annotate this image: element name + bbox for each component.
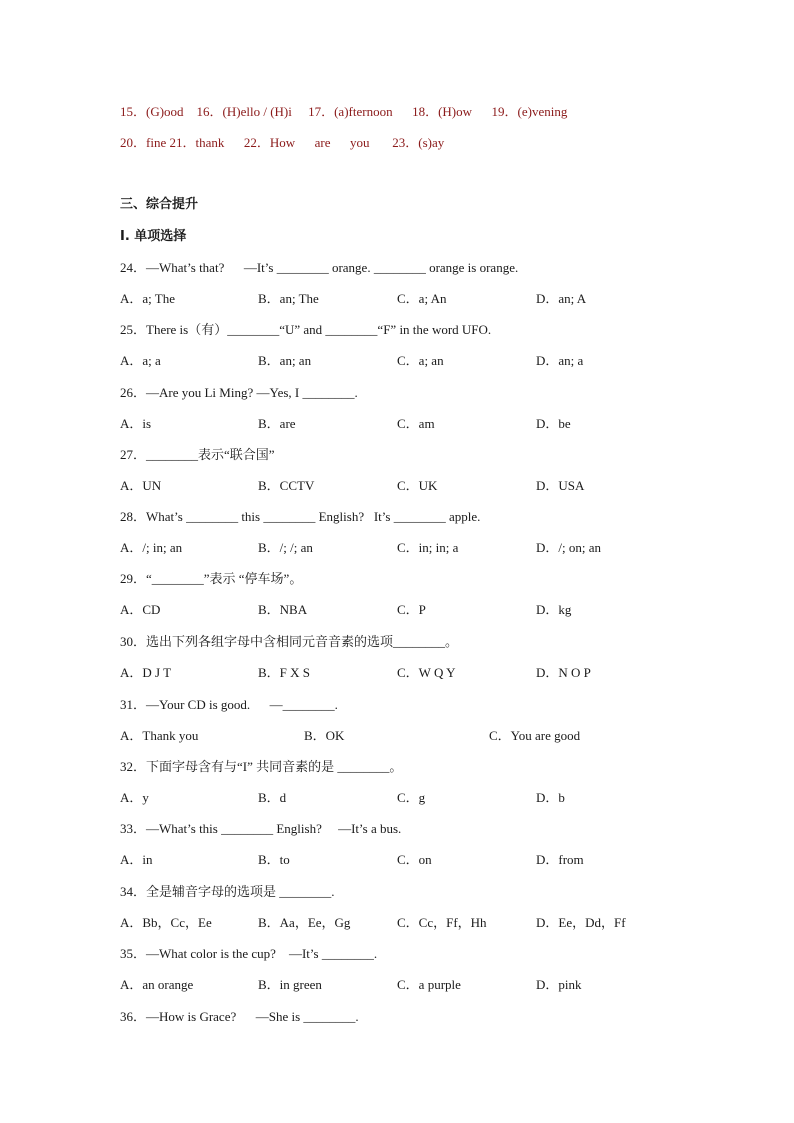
question-option: C．a; an	[397, 353, 444, 368]
question-option: B．to	[258, 852, 290, 867]
question-option: A．an orange	[120, 977, 194, 992]
answer-line-2: 20．fine 21．thank 22．How are you 23．(s)ay	[120, 135, 445, 150]
question-option: A．a; The	[120, 291, 175, 306]
question-option: A．UN	[120, 478, 162, 493]
question-option: C．a purple	[397, 977, 461, 992]
question-option: B．OK	[304, 728, 345, 743]
question-stem: 32．下面字母含有与“I” 共同音素的是 ________。	[120, 759, 403, 774]
question-option: D．an; A	[536, 291, 587, 306]
question-option: B．NBA	[258, 602, 308, 617]
question-option: A．Thank you	[120, 728, 199, 743]
section-title: 三、综合提升	[120, 197, 199, 212]
question-option: D．N O P	[536, 665, 591, 680]
question-option: A．CD	[120, 602, 161, 617]
question-option: D．b	[536, 790, 565, 805]
question-option: D．pink	[536, 977, 582, 992]
question-stem: 31．—Your CD is good. —________.	[120, 697, 338, 712]
question-option: C．P	[397, 602, 426, 617]
question-option: C．on	[397, 852, 432, 867]
question-option: A．/; in; an	[120, 540, 183, 555]
question-option: D．Ee，Dd，Ff	[536, 915, 626, 930]
question-option: B．CCTV	[258, 478, 315, 493]
question-stem: 28．What’s ________ this ________ English? It’s ________ apple.	[120, 509, 481, 524]
question-option: B．are	[258, 416, 296, 431]
question-stem: 33．—What’s this ________ English? —It’s a bus.	[120, 821, 402, 836]
question-stem: 27．________表示“联合国”	[120, 447, 275, 462]
question-stem: 29．“________”表示 “停车场”。	[120, 571, 303, 586]
question-option: C．in; in; a	[397, 540, 459, 555]
question-option: C．UK	[397, 478, 438, 493]
question-option: D．from	[536, 852, 584, 867]
question-option: A．is	[120, 416, 152, 431]
question-stem: 24．—What’s that? —It’s ________ orange. ________ orange is orange.	[120, 260, 519, 275]
question-option: A．y	[120, 790, 149, 805]
question-option: B．/; /; an	[258, 540, 313, 555]
subsection-title: I. 单项选择	[120, 229, 187, 244]
question-option: C．g	[397, 790, 426, 805]
question-option: A．a; a	[120, 353, 161, 368]
question-option: C．a; An	[397, 291, 447, 306]
question-option: B．F X S	[258, 665, 311, 680]
answer-line-1: 15．(G)ood 16．(H)ello / (H)i 17．(a)fternoon 18．(H)ow 19．(e)vening	[120, 104, 568, 119]
question-option: A．D J T	[120, 665, 172, 680]
question-option: C．Cc，Ff，Hh	[397, 915, 487, 930]
question-option: D．an; a	[536, 353, 584, 368]
question-option: D．be	[536, 416, 571, 431]
question-option: D．kg	[536, 602, 572, 617]
question-option: A．Bb，Cc，Ee	[120, 915, 212, 930]
question-option: D．/; on; an	[536, 540, 601, 555]
question-option: B．an; The	[258, 291, 319, 306]
question-option: B．Aa，Ee，Gg	[258, 915, 351, 930]
question-option: D．USA	[536, 478, 585, 493]
question-stem: 26．—Are you Li Ming? —Yes, I ________.	[120, 385, 358, 400]
question-stem: 34．全是辅音字母的选项是 ________.	[120, 884, 335, 899]
question-option: B．d	[258, 790, 287, 805]
question-option: A．in	[120, 852, 153, 867]
question-stem: 35．—What color is the cup? —It’s ________.	[120, 946, 378, 961]
question-stem: 30．选出下列各组字母中含相同元音音素的选项________。	[120, 634, 459, 649]
question-option: C．am	[397, 416, 435, 431]
question-stem: 36．—How is Grace? —She is ________.	[120, 1009, 359, 1024]
question-option: C．W Q Y	[397, 665, 456, 680]
question-option: B．an; an	[258, 353, 312, 368]
question-stem: 25．There is（有）________“U” and ________“F” in the word UFO.	[120, 322, 492, 337]
question-option: C．You are good	[489, 728, 581, 743]
question-option: B．in green	[258, 977, 322, 992]
